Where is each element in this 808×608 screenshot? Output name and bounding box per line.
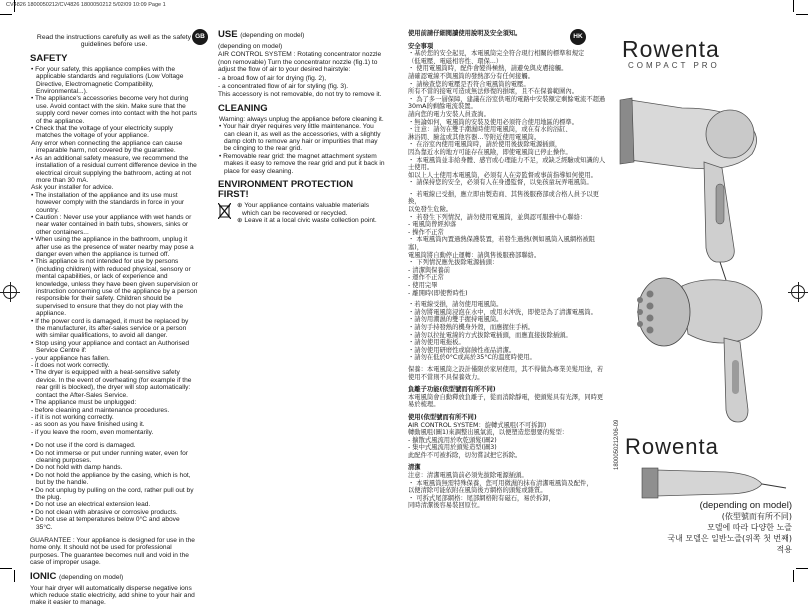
- crop-mark: [793, 0, 794, 12]
- zh-use-list: [408, 422, 608, 460]
- zh-title: 使用前請仔細閱讀使用說明及安全須知。: [408, 30, 522, 37]
- safety-item: • Do not use an electrical extension lead.: [31, 501, 151, 509]
- zh-dont-line: ・請勿將電風筒浸泡在水中，或用水沖洗，即使是為了清潔電風筒。: [408, 308, 597, 316]
- use-line: This accessory is not removable, do not try to remove it.: [218, 91, 382, 99]
- intro-text: Read the instructions carefully as well as the safety guidelines before use.: [36, 34, 192, 49]
- safety-item: • Do not hold the appliance by the casing, which is hot, but by the handle.: [31, 471, 191, 487]
- env-line-1: ⊕ Your appliance contains valuable materials which can be recovered or recycled.: [237, 202, 369, 217]
- safety-item: • Do not use if the cord is damaged.: [31, 442, 136, 450]
- zh-safety-line: 淋浴間、臉盆或其他容器…等附近使用電風筒。: [408, 133, 541, 141]
- hair-dryer-illustrations: [612, 80, 802, 430]
- zh-stop-line: - 操作不正常: [408, 228, 444, 236]
- dryer-figure-3: [636, 462, 796, 502]
- zh-use-line: AIR CONTROL SYSTEM：旋轉式風咀(不可拆卸): [408, 421, 547, 429]
- zh-stop-line: ・ 若電線已受損，應立即由製造商、其售後服務部或合格人員予以更換，: [408, 190, 599, 206]
- safety-item: • Do not use at temperatures below 0°C and above 35°C.: [31, 516, 180, 531]
- dryer-figure-1: [620, 98, 757, 280]
- zh-stop-line: - 清潔與保養前: [408, 266, 451, 274]
- safety-item: - if you leave the room, even momentarily.: [31, 428, 154, 436]
- zh-safety-line: 30mA的剩餘電流裝置。: [408, 103, 477, 111]
- use-list: [218, 43, 386, 99]
- brand-logo: [622, 36, 720, 70]
- chinese-col: [408, 30, 608, 510]
- zh-clean-line: 注意：清潔電風筒前必須先拔除電源插頭。: [408, 472, 528, 480]
- hk-badge: HK: [570, 29, 586, 45]
- caption-zh: (依型號而有所不同): [721, 512, 792, 521]
- cleaning-list: [218, 116, 386, 175]
- cleaning-heading: CLEANING: [218, 102, 268, 114]
- crop-mark: [793, 570, 794, 582]
- gb-badge: GB: [192, 29, 208, 45]
- zh-clean-line: ・ 可拆式尾部網格：尾部網格附有磁石，易於拆卸，: [408, 494, 555, 502]
- zh-dont-line: ・請勿手持發熱的機身外殼，而應握住手柄。: [408, 323, 534, 331]
- caption-ko-2: 국내 모델은 일반노즐(위쪽 첫 번째): [667, 534, 792, 543]
- environment-heading: ENVIRONMENT PROTECTION FIRST!: [218, 179, 354, 201]
- zh-stop-line: 電風筒將自動停止運轉：請與售後服務部聯絡。: [408, 251, 541, 259]
- caption-ko-3: 적용: [776, 545, 792, 554]
- brand-name: Rowenta: [622, 36, 720, 62]
- use-line: - a broad flow of air for drying (fig. 2),: [218, 74, 327, 82]
- zh-stop-line: - 離開時(即使暫時性): [408, 289, 468, 297]
- safety-item: • Caution : Never use your appliance with wet hands or near water contained in bath tubs, showers, sinks or other containers...: [31, 213, 192, 236]
- zh-dont-line: ・請勿以拉扯電線的方式拔除電插頭，而應直接拔除插頭。: [408, 331, 572, 339]
- safety-item: • Check that the voltage of your electricity supply matches the voltage of your appliance.: [31, 125, 173, 140]
- cleaning-line: • Your hair dryer requires very little maintenance. You can clean it, as well as the accessories, with a slightly damp cloth to remove any hair or impurities that may be clinging to the rear grid.: [219, 123, 381, 153]
- zh-dont-list: [408, 301, 608, 362]
- safety-item: • The appliance must be unplugged:: [31, 399, 137, 407]
- zh-safety-line: 請向您的電力安裝人員查詢。: [408, 110, 490, 118]
- safety-item: - if it is not working correctly.: [31, 413, 114, 421]
- safety-item: - as soon as you have finished using it.: [31, 421, 145, 429]
- model-name: COMPACT PRO: [627, 61, 720, 70]
- use-line: AIR CONTROL SYSTEM : Rotating concentrator nozzle (non removable) Turn the concentrator nozzle (fig.1) to adjust the flow of air to your desired hairstyle:: [218, 51, 382, 74]
- safety-item: • Do not hold with damp hands.: [31, 464, 123, 472]
- zh-safety-line: ・ 請檢查您的電壓是否符合電風筒的電壓。: [408, 80, 530, 88]
- zh-safety-line: 如以上人士使用本電風筒，必須有人在旁監督或事前指導如何使用。: [408, 171, 597, 179]
- brand-name-2: Rowenta: [625, 434, 719, 459]
- zh-stop-line: ・ 本電風筒內置過熱保護裝置，若發生過熱(例如風筒入風網格被阻塞)，: [408, 236, 596, 252]
- zh-clean-line: 同時清潔後容易裝回原位。: [408, 502, 484, 510]
- zh-stop-line: - 運作不正常: [408, 274, 444, 282]
- safety-item: • For your safety, this appliance complies with the applicable standards and regulations (Low Voltage Directive, Electromagnetic Compatibility, Environmental...).: [31, 65, 184, 96]
- safety-list-2: [30, 442, 198, 531]
- zh-use-line: 轉動風咀(圖1)來調整出風氣流，以便塑造您想要的髮型：: [408, 429, 569, 437]
- cleaning-line: Warning: always unplug the appliance before cleaning it.: [219, 115, 384, 123]
- safety-item: • This appliance is not intended for use by persons (including children) with reduced physical, sensory or mental capabilities, or lack of experience and knowledge, unless they have been given supervision or instruction concerning use of the appliance by a person responsible for their safety. Children should be supervised to ensure that they do not play with the appliance.: [31, 258, 198, 318]
- reference-code: 1800050212/06-09: [614, 419, 620, 470]
- ionic-heading: IONIC (depending on model): [30, 570, 124, 582]
- zh-dont-line: ・請勿使用研磨性或腐蝕性產品清潔。: [408, 346, 516, 354]
- zh-safety-list: [408, 50, 608, 187]
- zh-safety-line: ・無論如何，電風筒的安裝及使用必須符合使用地區的標準。: [408, 118, 579, 126]
- zh-safety-line: ・ 使用電風筒時，配件會變得極熱，請避免與皮膚接觸。: [408, 65, 568, 73]
- dryer-figure-2: [637, 278, 762, 422]
- zh-clean-list: [408, 472, 608, 510]
- safety-item: • As an additional safety measure, we recommend the installation of a residual current difference device in the electrical circuit supplying the bathroom, acting at not more than 30 mA.: [31, 154, 197, 184]
- zh-stop-line: - 電風筒曾經掉落: [408, 221, 457, 229]
- zh-clean-line: 以便清除可能依附在風筒後方網格的頭髮或雜質。: [408, 487, 547, 495]
- english-col-1: [30, 34, 198, 608]
- crop-mark: [796, 14, 808, 15]
- ionic-text: Your hair dryer will automatically disperse negative ions which reduce static electricity, add shine to your hair and make it easier to manage.: [30, 584, 195, 607]
- zh-stop-line: - 使用完畢: [408, 282, 438, 289]
- safety-item: • If the power cord is damaged, it must be replaced by the manufacturer, its after-sales service or a person with similar qualifications, to avoid all danger.: [31, 317, 189, 340]
- safety-item: Any error when connecting the appliance can cause irreparable harm, not covered by the guarantee.: [31, 139, 183, 155]
- safety-item: • The installation of the appliance and its use must however comply with the standards in force in your country.: [31, 191, 185, 214]
- zh-stop-line: ・ 若發生下列情況，請勿使用電風筒，並與認可服務中心聯絡：: [408, 213, 587, 221]
- zh-dont-line: ・請勿用潮濕的雙手握持電風筒。: [408, 316, 503, 324]
- zh-safety-line: 因為靠近水的地方可能存在風險，即使電風筒已停止操作。: [408, 148, 572, 156]
- zh-use-line: - 擴散式風流用於吹乾頭髮(圖2): [408, 436, 497, 444]
- safety-item: Ask your installer for advice.: [31, 184, 114, 192]
- safety-item: • The dryer is equipped with a heat-sensitive safety device. In the event of overheating (for example if the rear grill is blocked), the dryer will stop automatically: contact the After-Sales Service.: [31, 369, 192, 399]
- zh-safety-line: 所有不當的接電可造成無法修復的損壞，且不在保養範圍內。: [408, 88, 579, 96]
- safety-item: • Stop using your appliance and contact an Authorised Service Centre if:: [31, 339, 190, 355]
- nozzle-caption: [660, 500, 792, 555]
- english-col-2: [218, 30, 386, 224]
- zh-guarantee: 保養：本電風筒之設計僅限於家居使用，其不得做為專業美髮用途，若使用不當則不具保養效力。: [408, 365, 604, 381]
- recycle-bin-icon: [218, 203, 231, 219]
- registration-mark: [3, 285, 17, 299]
- zh-safety-line: ・ 請保持您的安全，必須有人在身邊監督，以免孩童玩弄電風筒。: [408, 179, 593, 187]
- zh-stop-line: 以免發生危險。: [408, 206, 453, 214]
- zh-safety-line: （低電壓、電磁相容性、環保...）: [408, 57, 503, 65]
- zh-dont-line: ・若電線受損，請勿使用電風筒。: [408, 301, 503, 309]
- zh-use-heading: 使用(依型號而有所不同): [408, 413, 477, 421]
- crop-mark: [796, 568, 808, 569]
- print-slug: CV4826 1800050212/CV4826 1800050212 5/02/09 10:09 Page 1: [6, 2, 166, 8]
- env-line-2: ⊕ Leave it at a local civic waste collection point.: [237, 216, 377, 224]
- use-line: - a concentrated flow of air for styling (fig. 3).: [218, 83, 349, 91]
- guarantee-text: GUARANTEE : Your appliance is designed for use in the home only. It should not be used for professional purposes. The guarantee becomes null and void in the case of improper usage.: [30, 537, 195, 567]
- zh-safety-line: ・基於您的安全起見，本電風筒完全符合現行相關的標準和規定: [408, 50, 585, 58]
- zh-clean-heading: 清潔: [408, 464, 421, 472]
- safety-item: - your appliance has fallen.: [31, 354, 110, 362]
- use-line: (depending on model): [218, 43, 283, 50]
- zh-use-line: - 集中式風流用於頭髮造型(圖3): [408, 444, 497, 452]
- zh-ionic-text: 本電風筒會自動釋放負離子，從而消除靜電，使頭髮具有光澤，同時更易於梳理。: [408, 393, 604, 409]
- zh-use-line: 此配件不可被拆除，切勿嘗試把它拆除。: [408, 451, 522, 459]
- zh-dont-line: ・請勿在低於0°C或高於35°C的溫度時使用。: [408, 354, 536, 362]
- safety-item: • When using the appliance in the bathroom, unplug it after use as the presence of water nearby may pose a danger even when the appliance is turned off.: [31, 236, 194, 258]
- caption-ko-1: 모델에 따라 다양한 노즐: [707, 523, 792, 532]
- safety-item: - it does not work correctly.: [31, 362, 110, 370]
- crop-mark: [0, 14, 12, 15]
- zh-clean-line: ・ 本電風筒無需特殊保養，您可用微濕的抹布清潔電風筒及配件，: [408, 479, 593, 487]
- safety-item: • The appliance's accessories become very hot during use. Avoid contact with the skin. Make sure that the supply cord never comes into contact with the hot parts of the appliance.: [31, 95, 197, 125]
- safety-item: • Do not immerse or put under running water, even for cleaning purposes.: [31, 449, 188, 464]
- cleaning-line: • Removable rear grid: the magnet attachment system makes it easy to remove the rear grid and put it back in place for easy cleaning.: [219, 152, 385, 175]
- zh-dont-line: ・請勿使用電拖板。: [408, 339, 465, 347]
- zh-safety-line: 請確認電線不與風筒的發熱部分有任何接觸。: [408, 72, 534, 80]
- zh-safety-line: ・ 在浴室內使用電風筒時，請於使用後拔除電源插頭，: [408, 141, 562, 149]
- crop-mark: [14, 570, 15, 582]
- safety-list: [30, 66, 198, 436]
- safety-heading: SAFETY: [30, 52, 68, 64]
- use-heading: USE (depending on model): [218, 29, 305, 40]
- zh-safety-line: ・ 為了多一層保障，建議在浴室供電的電路中安裝額定剩餘電流不超過: [408, 95, 606, 103]
- zh-safety-heading: 安全事項: [408, 42, 434, 50]
- zh-safety-line: ・注意：請勿在雙手潮濕時使用電風筒，或在有水的浴缸、: [408, 126, 572, 134]
- safety-item: - before cleaning and maintenance procedures.: [31, 406, 170, 414]
- crop-mark: [0, 568, 12, 569]
- zh-safety-line: ・ 本電風筒並非給身體、感官或心理能力不足，或缺乏經驗或知識的人士使用。: [408, 156, 606, 172]
- zh-stop-list: [408, 191, 608, 297]
- safety-item: • Do not clean with abrasive or corrosive products.: [31, 508, 178, 516]
- caption-en: (depending on model): [699, 500, 792, 511]
- zh-stop-line: ・ 下列情況應先拔除電源插頭：: [408, 259, 499, 267]
- zh-ionic-heading: 負離子功能(依型號而有所不同): [408, 386, 496, 394]
- safety-item: • Do not unplug by pulling on the cord, rather pull out by the plug.: [31, 486, 194, 501]
